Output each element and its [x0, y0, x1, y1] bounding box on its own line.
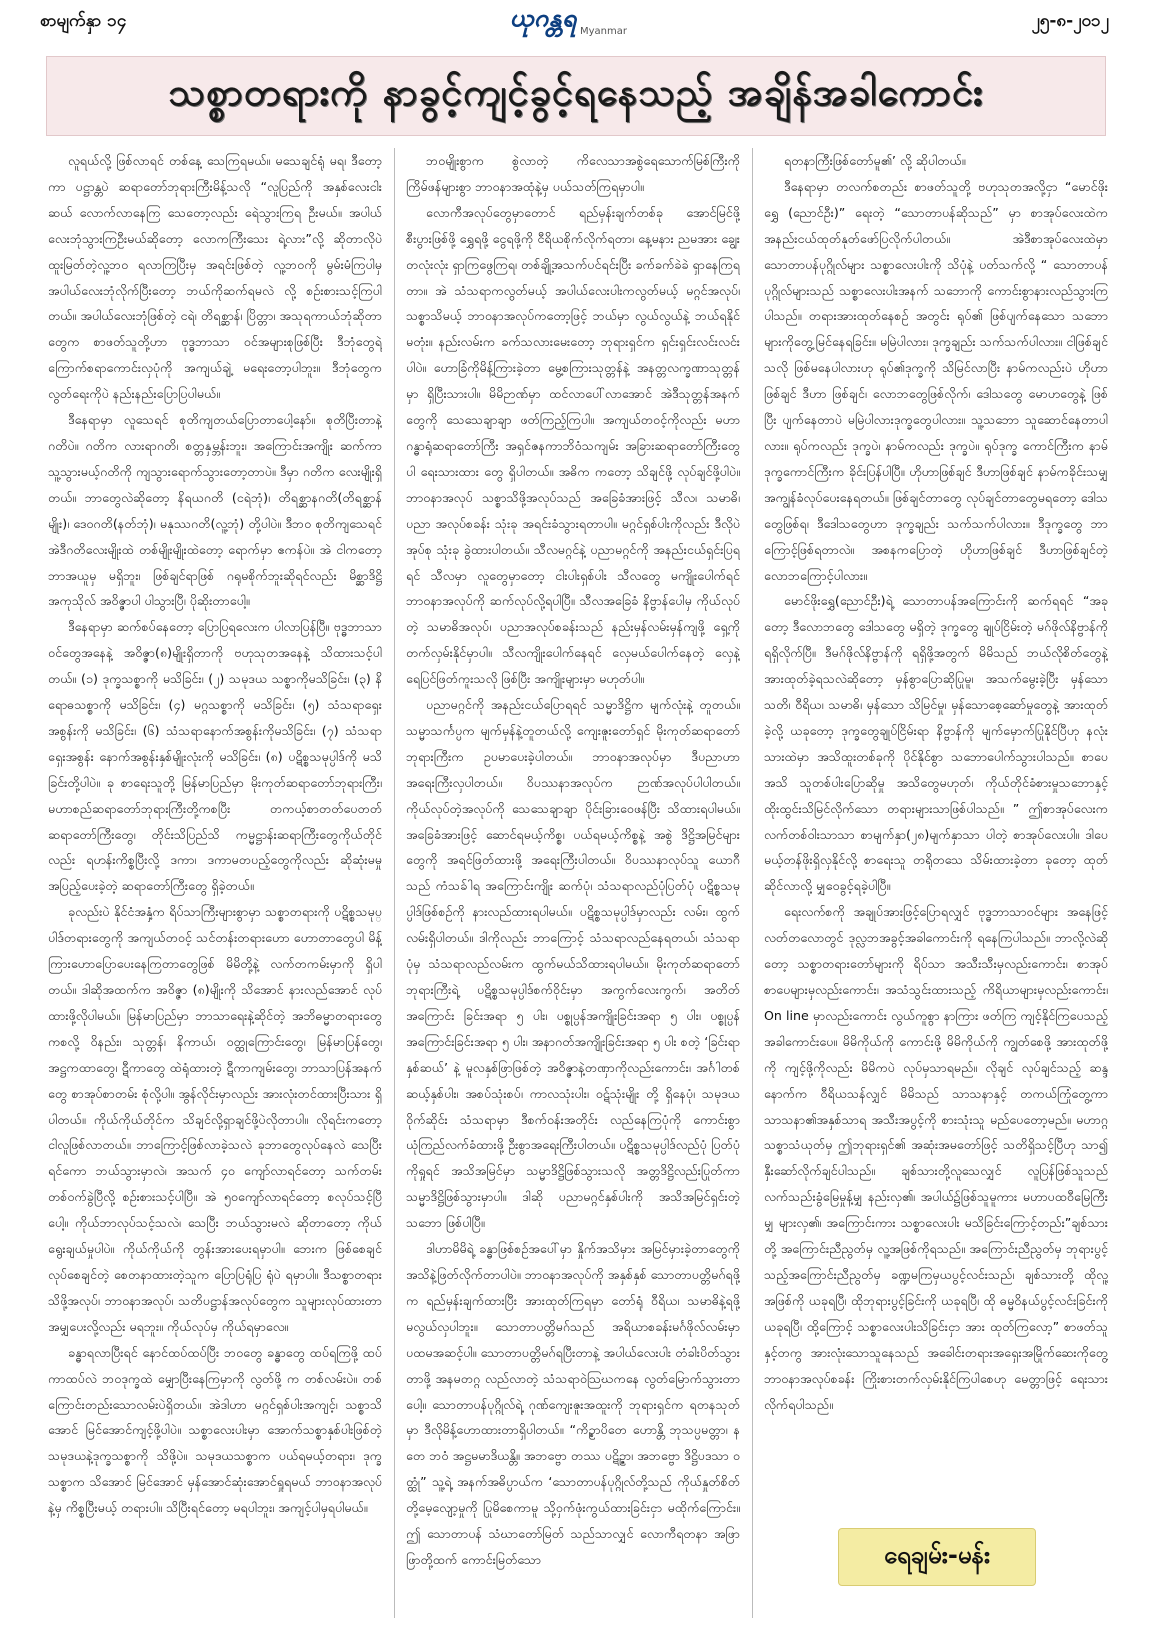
paragraph: ဘဝမျိုးစွာက စွဲလာတဲ့ ကိလေသာအစွဲရေသောက်မြစ်ကြီးကို ကြိမ်ဖန်များစွာ ဘာဝနာအထုံနဲ့မှ ပယ်သတ်ကြရမှာပါ။: [406, 153, 740, 194]
issue-date: ၂၅-၈-၂၀၁၂: [1031, 11, 1109, 31]
article-column-2: [406, 148, 740, 1618]
paragraph: လူရယ်လို့ ဖြစ်လာရင် တစ်နေ့ သေကြရမယ်။ မသေချင်ရုံ မရ၊ ဒီတော့ကာ ပဋ္ဌာန္တပဲ ဆရာတော်ဘုရားကြီးမိန့်သလို “လူပြည်ကို အနှစ်လေးငါးဆယ် လောက်လာနေကြ သေတော့လည်း ရေဲသွားကြရ ဦးမယ်။ အပါယ်လေးဘုံသွားကြဦးမယ်ဆိုတော့ လောကကြီးသေး ရဲ့လား”လို့ ဆိုတာလိုပဲ ထူးမြတ်တဲ့လူ့ဘဝ ရလာကြပြီးမှ အရင်းဖြစ်တဲ့ လူ့ဘဝကို မွမ်းမံကြပါမှ အပါယ်လေးဘုံလိုက်ပြီးတော့ ဘယ်ကိုဆက်ရမလဲ လို့ စဉ်းစားသင့်ကြပါတယ်။ အပါယ်လေးဘုံဖြစ်တဲ့ ငရဲ၊ တိရစ္ဆာန်၊ ပြိတ္တာ၊ အသုရကာယ်ဘုံဆိုတာတွေက စာဖတ်သူတို့ဟာ ဗုဒ္ဓဘာသာ ဝင်အများစုဖြစ်ပြီး ဒီဘုံတွေရဲ့ ကြောက်စရာကောင်းလှပုံကို အကျယ်ချဲ့ မရေးတော့ပါဘူး။ ဒီဘုံတွေက လွတ်ရေးကိုပဲ နည်းနည်းပြောပြပါမယ်။: [48, 153, 382, 402]
author-byline: ရေချမ်း-မန်း: [838, 1528, 1036, 1586]
paragraph: ရတနာကြီးဖြစ်တော်မူ၏’ လို့ ဆိုပါတယ်။: [784, 153, 966, 168]
column-divider: [752, 148, 753, 1618]
paragraph: ခန္ဓာရလာပြီးရင် နောင်ထပ်ထပ်ပြီး ဘဝတွေ ခန္ဓာတွေ ထပ်ရကြဖို့ ထပ်ကာထပ်လဲ ဘဝဒုက္ခထဲ မျှောပြီးနေကြမှာကို လွတ်ဖို့ က တစ်လမ်းပဲ။ တစ်ကြောင်းတည်းသောလမ်းပဲရှိတယ်။ အဲဒါဟာ မဂ္ဂင်ရှစ်ပါးအကျင့်၊ သစ္စာသိအောင် မြင်အောင်ကျင့်ဖို့ပါပဲ။ သစ္စာလေးပါးမှာ အောက်သစ္စာနှစ်ပါးဖြစ်တဲ့ သမုဒယနဲ့ဒုက္ခသစ္စာကို သိဖို့ပဲ။ သမုဒယသစ္စာက ပယ်ရမယ့်တရား၊ ဒုက္ခသစ္စာက သိအောင် မြင်အောင် မှန်အောင်ဆုံးအောင်ရှုရမယ် ဘာဝနာအလုပ်နဲ့မှ ကိစ္စပြီးမယ့် တရားပါ။ သိပြီးရင်တော့ မရပါဘူး၊ အကျင့်ပါမှရပါမယ်။: [48, 1344, 382, 1516]
paragraph: ရေးလက်စကို အချုပ်အားဖြင့်ပြောရလျှင် ဗုဒ္ဓဘာသာဝင်များ အနေဖြင့် လတ်တလောတွင် ဒုလ္လဘအခွင့်အခါကောင်းကို ရနေကြပါသည်။ ဘာလို့လဲဆိုတော့ သစ္စာတရားတော်များကို ရိပ်သာ အသီးသီးမှလည်းကောင်း၊ စာအုပ်စာပေများမှလည်းကောင်း၊ အသံသွင်းထားသည့် ကိရိယာများမှလည်းကောင်း၊ On line မှာလည်းကောင်း လွယ်ကူစွာ နာကြား ဖတ်ကြ ကျင့်နိုင်ကြပေသည့် အခါကောင်းပေ။ မိမိကိုယ်ကို ကောင်းဖို့ မိမိကိုယ်ကို ကျွတ်စေဖို့ အားထုတ်ဖို့ကို ကျင့်ဖို့ကိုလည်း မိမိကပဲ လုပ်မှသာရမည်။ လိုချင် လုပ်ချင်သည့် ဆန္ဒနောက်က ဝီရိယသန်လျှင် မိမိသည် သာသနာနှင့် တကယ်ကြုံတွေ့ကာ သာသနာ၏အနှစ်သာရ အသီးအပွင့်ကို စားသုံးသူ မည်ပေတော့မည်။ မဟာဂ္ဂ သစ္စာသံယုတ်မှ ဤဘုရားရှင်၏ အဆုံးအမတော်ဖြင့် သတိရှိသင့်ပြီဟု သာ၍ နှီးဆော်လိုက်ချင်ပါသည်။ ချစ်သားတို့လူသေလျှင် လူပြန်ဖြစ်သူသည် လက်သည်းခွံမြေမှုန့်မျှ နည်းလှ၏၊ အပါယ်၌ဖြစ်သူမူကား မဟာပထဝီမြေကြီးမျှ များလှ၏၊ အကြောင်းကား သစ္စာလေးပါး မသိခြင်းကြောင့်တည်း”ချစ်သားတို့ အကြောင်းညီညွတ်မှ လူ့အဖြစ်ကိုရသည်။ အကြောင်းညီညွတ်မှ ဘုရားပွင့်သည့်အကြောင်းညီညွတ်မှ ခဏ္ဍမကြမှယပွင့်လင်းသည်၊ ချစ်သားတို့ ထိုလူ့အဖြစ်ကို ယခုရပြီ၊ ထိုဘုရားပွင့်ခြင်းကို ယခုရပြီ၊ ထို ဓမ္မဝိနယ်ပွင့်လင်းခြင်းကို ယခုရပြီ၊ ထို့ကြောင့် သစ္စာလေးပါးသိခြင်းငှာ အား ထုတ်ကြလော့” စာဖတ်သူနှင့်တကွ အားလုံးသောသူနေသည် အခေါင်းတရားအရှေးအမြိုက်ဆေးကိုတွေ့ ဘာဝနာအလုပ်စခန်း ကြိုးစားတက်လှမ်းနိုင်ကြပါစေဟု မေတ္တာဖြင့် ရေးသားလိုက်ရပါသည်။: [764, 904, 1108, 1412]
article-body: [48, 148, 1108, 1618]
paragraph: ဒီနေရာမှာ တလက်စတည်း စာဖတ်သူတို့ ဗဟုသုတအလို့ငှာ “မောင်ဖိုးရွှေ (ညောင်ဦး)” ရေးတဲ့ “သောတာပန်ဆိုသည်” မှာ စာအုပ်လေးထဲက အနည်းငယ်ထုတ်နုတ်ဖော်ပြလိုက်ပါတယ်။ အဲဒီစာအုပ်လေးထဲမှာ သောတာပန်ပုဂ္ဂိုလ်များ သစ္စာလေးပါးကို သိပုံနဲ့ ပတ်သက်လို့ “ သောတာပန်ပုဂ္ဂိုလ်များသည် သစ္စာလေးပါးအနက် သဘောကို ကောင်းစွာနားလည်သွားကြပါသည်။ တရားအားထုတ်နေစဉ် အတွင်း ရုပ်၏ ဖြစ်ပျက်နေသော သဘောများကိုတွေ့မြင်နေရခြင်း။ မမြဲပါလား၊ ဒုက္ခချည်း သက်သက်ပါလား။ ငါဖြစ်ချင်သလို ဖြစ်မနေပါလားဟု ရုပ်၏ဒုက္ခကို သိမြင်လာပြီး နာမ်ကလည်းပဲ ဟိုဟာဖြစ်ချင် ဒီဟာ ဖြစ်ချင်၊ လောဘတွေဖြစ်လိုက်၊ ဒေါသတွေ မောဟတွေနဲ့ ဖြစ်ပြီး ပျက်နေတာပဲ မမြဲပါလားဒုက္ခတွေပါလား။ သူ့သဘော သူဆောင်နေတာပါလား။ ရုပ်ကလည်း ဒုက္ခပဲ၊ နာမ်ကလည်း ဒုက္ခပဲ။ ရုပ်ဒုက္ခ ကောင်ကြီးက နာမ်ဒုက္ခကောင်ကြီးက ခိုင်းပြန်ပါပြီ။ ဟိုဟာဖြစ်ချင် ဒီဟာဖြစ်ချင် နာမ်ကခိုင်းသမျှ အကျွန်ခံလုပ်ပေးနေရတယ်။ ဖြစ်ချင်တာတွေ လုပ်ချင်တာတွေမရတော့ ဒေါသတွေဖြစ်ရ၊ ဒီဒေါသတွေဟာ ဒုက္ခချည်း သက်သက်ပါလား။ ဒီဒုက္ခတွေ ဘာကြောင့်ဖြစ်ရတာလဲ။ အစနကပြောတဲ့ ဟိုဟာဖြစ်ချင် ဒီဟာဖြစ်ချင်တဲ့ လောဘကြောင့်ပါလား။: [764, 178, 1108, 583]
paragraph: ဒီနေရာမှာ ဆက်စပ်နေတော့ ပြောပြရလေးက ပါလာပြန်ပြီ။ ဗုဒ္ဓဘာသာဝင်တွေအနေနဲ့ အဝိဇ္ဇာ(၈)မျိုးရှိတာကို ဗဟုသုတအနေနဲ့ သိထားသင့်ပါတယ်။ (၁) ဒုက္ခသစ္စာကို မသိခြင်း၊ (၂) သမုဒယ သစ္စာကိုမသိခြင်း၊ (၃) နိရောဓသစ္စာကို မသိခြင်း၊ (၄) မဂ္ဂသစ္စာကို မသိခြင်း၊ (၅) သံသရာရှေးအစွန်းကို မသိခြင်း၊ (၆) သံသရာနောက်အစွန်းကိုမသိခြင်း၊ (၇) သံသရာရှေးအစွန်း နောက်အစွန်းနှစ်မျိုးလုံးကို မသိခြင်း၊ (၈) ပဋိစ္စသမုပ္ပါဒ်ကို မသိခြင်းတို့ပါပဲ။ ခု စာရေးသူတို့ မြန်မာပြည်မှာ မိုးကုတ်ဆရာတော်ဘုရားကြီး၊ မဟာစည်ဆရာတော်ဘုရားကြီးတို့ကစပြီး တကယ့်စာတတ်ပေတတ် ဆရာတော်ကြီးတွေ၊ တိုင်းသိပြည်သိ ကမ္မဋ္ဌာန်းဆရာကြီးတွေကိုယ်တိုင်လည်း ရဟန်းကိစ္စပြီးလို့ ဒကာ၊ ဒကာမတပည့်တွေကိုလည်း ဆိုဆုံးမမှု အပြည့်ပေးခဲ့တဲ့ ဆရာတော်ကြီးတွေ ရှိခဲ့တယ်။: [48, 619, 382, 894]
page-header: [0, 0, 1151, 48]
paragraph: ဒါဟာမိမိရဲ့ ခန္ဓာဖြစ်စဉ်အပေါ်မှာ နှိုက်အသိမှား အမြင်မှားခဲ့တာတွေကို အသိနဲ့ဖြတ်လိုက်တာပါပဲ။ ဘာဝနာအလုပ်ကို အနှစ်နှစ် သောတာပတ္တိမဂ်ရဖို့က ရည်မှန်းချက်ထားပြီး အားထုတ်ကြရမှာ တော်ရုံ ဝီရိယ၊ သမာဓိနဲ့ရဖို့ မလွယ်လှပါဘူး။ သောတာပတ္တိမဂ်သည် အရိယာစခန်းမင်္ဂဖိုလ်လမ်းမှာ ပထမအဆင့်ပါ။ သောတာပတ္တိမဂ်ရပြီးတာနဲ့ အပါယ်လေးပါး တံခါးပိတ်သွားတာဖို့ အနမတဂ္ဂ လည်လာတဲ့ သံသရာဝဲဩဃကနေ လွတ်မြောက်သွားတာပေါ့။ သောတာပန်ပုဂ္ဂိုလ်ရဲ့ ဂုဏ်ကျေးဇူးအထူးကို ဘုရားရှင်က ရတနသုတ်မှာ ဒီလိုမိန့်ဟောထားတာရှိပါတယ်။ “ကိဉ္စာပိတေ ဟောန္တိ ဘုသပ္ပမတ္တာ၊ န တေ ဘဝံ အဋ္ဌမမာဒိယန္တိ။ အဘဗ္ဗော တဿ ပဋိဉ္ဇာ၊ အဘဗ္ဗော ဒိဋ္ဌိပဒသာ ဝတ္ထုံ” သူ့ရဲ့ အနက်အဓိပ္ပာယ်က ‘သောတာပန်ပုဂ္ဂိုလ်တို့သည် ကိုယ်နှုတ်စိတ် တို့မေ့လျော့မှုကို ပြုမိစေကာမူ သို့ဝှက်ဖုံးကွယ်ထားခြင်းငှာ မထိုက်ကြောင်း။ ဤ သောတာပန် သံဃာတော်မြတ် သည်သာလျှင် လောကီရတနာ အဖြာဖြာတို့ထက် ကောင်းမြတ်သော: [406, 1241, 740, 1567]
paragraph: ဒီနေရာမှာ လူသေရင် စုတိကျတယ်ပြောတာပေါ့နော်။ စုတိပြီးတာနဲ့ ဂတိပဲ။ ဂတိက လားရာဂတိ၊ စတ္တနှမ္ဘန်းဘူး၊ အကြောင်းအကျိုး ဆက်ကာ သူ့သွားမယ့်ဂတိကို ကျသွားရောက်သွားတော့တာပဲ။ ဒီမှာ ဂတိက လေးမျိုးရှိတယ်။ ဘာတွေလဲဆိုတော့ နိရယဂတိ (ငရဲဘုံ)၊ တိရစ္ဆာနဂတိ(တိရစ္ဆာန်မျိုး)၊ ဒေဝဂတိ(နတ်ဘုံ)၊ မနုဿဂတိ(လူ့ဘုံ) တို့ပါပဲ။ ဒီဘဝ စုတိကျသေရင် အဲဒီဂတိလေးမျိုးထဲ တစ်မျိုးမျိုးထဲတော့ ရောက်မှာ ဧကန်ပဲ။ အဲ ငါကတော့ ဘာအယူမှ မရှိဘူး၊ ဖြစ်ချင်ရာဖြစ် ဂရုမစိုက်ဘူးဆိုရင်လည်း မိစ္ဆာဒိဋ္ဌိအကုသိုလ် အဝိဇ္ဇာပါ ပါသွားပြီ၊ ပိုဆိုးတာပေါ့။: [48, 412, 382, 609]
column-divider: [394, 148, 395, 1618]
newspaper-logo: [510, 2, 640, 42]
page-number: စာမျက်နှာ ၁၄: [40, 11, 127, 31]
article-headline: သစ္စာတရားကို နာခွင့်ကျင့်ခွင့်ရနေသည့် အချိန်အခါကောင်း: [168, 70, 984, 114]
paragraph: မောင်ဖိုးရွှေ(ညောင်ဦး)ရဲ့ သောတာပန်အကြောင်းကို ဆက်ရရင် “အခုတော့ ဒီလောဘတွေ ဒေါသတွေ မရှိတဲ့ ဒုက္ခတွေ ချုပ်ငြိမ်းတဲ့ မဂ်ဖိုလ်နိဗ္ဗာန်ကို ရရှိလိုက်ပြီ။ ဒီမဂ်ဖိုလ်နိဗ္ဗာန်ကို ရရှိဖို့အတွက် မိမိသည် ဘယ်လိုစိတ်တွေနဲ့ အားထုတ်ခဲ့ရသလဲဆိုတော့ မှန်စွာပြောဆိုပြုမူ၊ အသက်မွေးခဲ့ပြီး မှန်သော သတိ၊ ဝီရိယ၊ သမာဓိ၊ မှန်သော သိမြင်မှု၊ မှန်သောစေ့ဆော်မှုတွေနဲ့ အားထုတ်ခဲ့လို့ ယခုတော့ ဒုက္ခတွေချုပ်ငြိမ်းရာ နိဗ္ဗာန်ကို မျက်မှောက်ပြုနိုင်ပြီဟု နလုံးသားထဲမှာ အသိထူးတစ်ခုကို ပိုင်နိုင်စွာ သဘောပေါက်သွားပါသည်။ စာပေအသိ သူတစ်ပါးပြောဆိုမှု အသိတွေမဟုတ်၊ ကိုယ်တိုင်ခံစားမှုသဘောနှင့် ထိုးထွင်းသိမြင်လိုက်သော တရားများသာဖြစ်ပါသည်။ ” ဤစာအုပ်လေးက လက်တစ်ဝါးသာသာ စာမျက်နှာ(၂၈)မျက်နှာသာ ပါတဲ့ စာအုပ်လေးပါ။ ဒါပေမယ့်တန်ဖိုးရှိလှနိုင်လို့ စာရေးသူ တရိုတသေ သိမ်းထားခဲ့တာ ခုတော့ ထုတ်ဆိုင်လာလို့ မျှဝေခွင့်ရခဲ့ပါပြီ။: [764, 593, 1108, 894]
article-column-3: [764, 148, 1108, 1618]
headline-banner: [46, 56, 1106, 136]
paragraph: ပညာမဂ္ဂင်ကို အနည်းငယ်ပြောရရင် သမ္မာဒိဋ္ဌိက မျက်လုံးနဲ့ တူတယ်။ သမ္မာသင်္ကပ္ပက မျက်မှန်နဲ့တူတယ်လို့ ကျေးဇူးတော်ရှင် မိုးကုတ်ဆရာတော်ဘုရားကြီးက ဥပမာပေးခဲ့ပါတယ်။ ဘာဝနာအလုပ်မှာ ဒီပညာဟာ အရေးကြီးလှပါတယ်။ ဝိပဿနာအလုပ်က ဉာဏ်အလုပ်ပါပါတယ်။ ကိုယ်လုပ်တဲ့အလုပ်ကို သေသေချာချာ ပိုင်းခြားဝေဖန်ပြီး သိထားရပါမယ်။ အခြေခံအားဖြင့် ဆောင်ရမယ့်ကိစ္စ၊ ပယ်ရမယ့်ကိစ္စနဲ့ အစွဲ ဒိဋ္ဌိအမြင်များတွေကို အရင်ဖြတ်ထားဖို့ အရေးကြီးပါတယ်။ ဝိပဿနာလုပ်သူ ယောဂီသည် ကံသခ်ါရ အကြောင်းကျိုး ဆက်ပုံ၊ သံသရာလည်ပုံပြတ်ပုံ ပဋိစ္စသမုပ္ပါဒ်ဖြစ်စဉ်ကို နားလည်ထားရပါမယ်။ ပဋိစ္စသမုပ္ပါဒ်မှာလည်း လမ်း၊ ထွက်လမ်းရှိပါတယ်။ ဒါကိုလည်း ဘာကြောင့် သံသရာလည်နေရတယ်၊ သံသရာပုံမှ သံသရာလည်လမ်းက ထွက်မယ်သိထားရပါမယ်။ မိုးကုတ်ဆရာတော်ဘုရားကြီးရဲ့ ပဋိစ္စသမုပ္ပါဒ်စက်ဝိုင်းမှာ အကွက်လေးကွက်၊ အတိတ်အကြောင်း ခြင်းအရာ ၅ ပါး၊ ပစ္စုပ္ပန်အကျိုးခြင်းအရာ ၅ ပါး၊ ပစ္စုပ္ပန်အကြောင်းခြင်းအရာ ၅ ပါး၊ အနာဂတ်အကျိုးခြင်းအရာ ၅ ပါး စတဲ့ ‘ခြင်းရာနှစ်ဆယ်’ နဲ့ မူလနှစ်ဖြာဖြစ်တဲ့ အဝိဇ္ဇာနဲ့တဏှာကိုလည်းကောင်း၊ အင်္ဂါတစ်ဆယ့်နှစ်ပါး၊ အစပ်သုံးစပ်၊ ကာလသုံးပါး၊ ဝဋ်သုံးမျိုး တို့ ရှိနေပုံ၊ သမုဒယဝိုက်ဆိုင်း သံသရာမှာ ဒီစက်ဝန်းအတိုင်း လည်နေကြပုံကို ကောင်းစွာ ယုံကြည်လက်ခံထားဖို့ ဦးစွာအရေးကြီးပါတယ်။ ပဋိစ္စသမုပ္ပါဒ်လည်ပုံ ပြတ်ပုံကိုရှုရင် အသိအမြင်မှာ သမ္မာဒိဋ္ဌိဖြစ်သွားသလို အတ္တဒိဋ္ဌိလည်းပြုတ်ကာ သမ္မာဒိဋ္ဌိဖြစ်သွားမှာပါ။ ဒါဆို ပညာမဂ္ဂင်နှစ်ပါးကို အသိအမြင်ရှင်းတဲ့သဘော ဖြစ်ပါပြီ။: [406, 697, 740, 1231]
paragraph: လောကီအလုပ်တွေမှာတောင် ရည်မှန်းချက်တစ်ခု အောင်မြင်ဖို့ စီးပွားဖြစ်ဖို့ ရွှေရဖို့ ငွေရဖို့ကို ငီရိယစိုက်လိုက်ရတာ၊ နေ့မနား ညမအား ချွေးတလုံးလုံး ရှာကြဖွေကြရ၊ တစ်ချို့အသက်ပင်ရင်းပြီး ခက်ခက်ခဲခဲ ရှာနေကြရတာ။ အဲ သံသရာကလွတ်မယ့် အပါယ်လေးပါးကလွတ်မယ့် မဂ္ဂင်အလုပ်၊ သစ္စာသိမယ့် ဘာဝနာအလုပ်ကတော့ဖြင့် ဘယ်မှာ လွယ်လွယ်နဲ့ ဘယ်ရနိုင်မတုံး။ နည်းလမ်းက ခက်သလားမေးတော့ ဘုရားရှင်က ရှင်းရှင်းလင်းလင်းပါပဲ။ ဟောခြံကိုမိန့်ကြားခဲ့တာ မွေ့စကြားသုတ္တန်နဲ့ အနတ္တလက္ခဏာသုတ္တန်မှာ ရှိပြီးသားပါ။ မိမိဉာဏ်မှာ ထင်လာပေါ်လာအောင် အဲဒီသုတ္တန်အနက်တွေကို သေသေချာချာ ဖတ်ကြည့်ကြပါ။ အကျယ်တဝင့်ကိုလည်း မဟာဂန္ဓာရုံဆရာတော်ကြီး အရှင်ဇနကာဘိဝံသကျမ်း အခြားဆရာတော်ကြီးတွေပါ ရေးသားထား တွေ ရှိပါတယ်။ အဓိက ကတော့ သိချင်ဖို့ လုပ်ချင်ဖို့ပါပဲ။ ဘာဝနာအလုပ် သစ္စာသိဖို့အလုပ်သည် အခြေခံအားဖြင့် သီလ၊ သမာဓိ၊ ပညာ အလုပ်စခန်း သုံးခု အရင်းခံသွားရတာပါ။ မဂ္ဂင်ရှစ်ပါးကိုလည်း ဒီလိုပဲ အုပ်စု သုံးခု ခွဲထားပါတယ်။ သီလမဂ္ဂင်နဲ့ ပညာမဂ္ဂင်ကို အနည်းငယ်ရှင်းပြရရင် သီလမှာ လူတွေမှာတော့ ငါးပါးရှစ်ပါး သီလတွေ မကျိုးပေါက်ရင် ဘာဝနာအလုပ်ကို ဆက်လုပ်လို့ရပါပြီ။ သီလအခြေခံ နိဗ္ဗာန်ပေါမှ ကိုယ်လုပ်တဲ့ သမာဓိအလုပ်၊ ပညာအလုပ်စခန်းသည် နည်းမှန်လမ်းမှန်ကျဖို့ ရှေ့ကိုတက်လှမ်းနိုင်မှာပါ။ သီလကျိုးပေါက်နေရင် လှေမယ်ပေါက်နေတဲ့ လှေနဲ့ရေပြင်ဖြတ်ကူးသလို ဖြစ်ပြီး အကျိုးများမှာ မဟုတ်ပါ။: [406, 204, 740, 687]
article-column-1: [48, 148, 382, 1618]
logo-text: ယုဂန္တရ: [510, 4, 578, 32]
paragraph: ခုလည်းပဲ နိုင်ငံအနှံ့က ရိပ်သာကြီးများစွာမှာ သစ္စာတရားကို ပဋိစ္စသမုပ္ပါဒ်တရားတွေကို အကျယ်တဝင့် သင်တန်းတရားဟော ဟောတာတွေပါ မိန့်ကြားဟောပြောပေးနေကြတာတွေဖြစ် မိမိတို့နဲ့ လက်တကမ်းမှာကို ရှိပါတယ်။ ဒါဆိုအထက်က အဝိဇ္ဇာ (၈)မျိုးကို သိအောင် နားလည်အောင် လုပ်ထားဖို့လိုပါမယ်။ မြန်မာပြည်မှာ ဘာသာရေးနဲ့ဆိုင်တဲ့ အဘိဓမ္မာတရားတွေကစလို့ ဝိနည်း၊ သုတ္တန်၊ နိကာယ်၊ ဝတ္ထုကြောင်းတွေ၊ မြန်မာပြန်တွေ၊ အဋ္ဌကထာတွေ၊ ဋီကာတွေ ထဲရုံထားတဲ့ ဋီကာကျမ်းတွေ၊ ဘာသာပြန်အနက်တွေ စာအုပ်စာတမ်း စုံလို့ပါ။ အွန်လိုင်းမှာလည်း အားလုံးတင်ထားပြီးသား ရှိပါတယ်။ ကိုယ်ကိုယ်တိုင်က သိချင်လို့ရှာချင်ဖို့ပဲလိုတာပါ။ လိုရင်းကတော့ ငါလူဖြစ်လာတယ်။ ဘာကြောင့်ဖြစ်လာခဲ့သလဲ ခုဘာတွေလုပ်နေလဲ သေပြီးရင်ကော ဘယ်သွားမှာလဲ၊ အသက် ၄၀ ကျော်လာရင်တော့ သက်တမ်းတစ်ဝက်ခွဲပြီလို့ စဉ်းစားသင့်ပါပြီ။ အဲ ၅၀ကျော်လာရင်တော့ စလုပ်သင့်ပြီပေါ့။ ကိုယ်ဘာလုပ်သင့်သလဲ၊ သေပြီး ဘယ်သွားမလဲ ဆိုတာတော့ ကိုယ်ရွေးချယ်မှုပါပဲ။ ကိုယ်ကိုယ်ကို တွန်းအားပေးရမှာပါ။ ဘေးက ဖြစ်စေချင် လုပ်စေချင်တဲ့ စေတနာထားတဲ့သူက ပြောပြရုံပြ ရုံပဲ ရမှာပါ။ ဒီသစ္စာတရား သိဖို့အလုပ်၊ ဘာဝနာအလုပ်၊ သတိပဋ္ဌာန်အလုပ်တွေက သူများလုပ်ထားတာ အမျှပေးလို့လည်း မရဘူး။ ကိုယ်လုပ်မှ ကိုယ်ရမှာလေ။: [48, 904, 382, 1334]
logo-subtext: Myanmar: [580, 26, 627, 37]
